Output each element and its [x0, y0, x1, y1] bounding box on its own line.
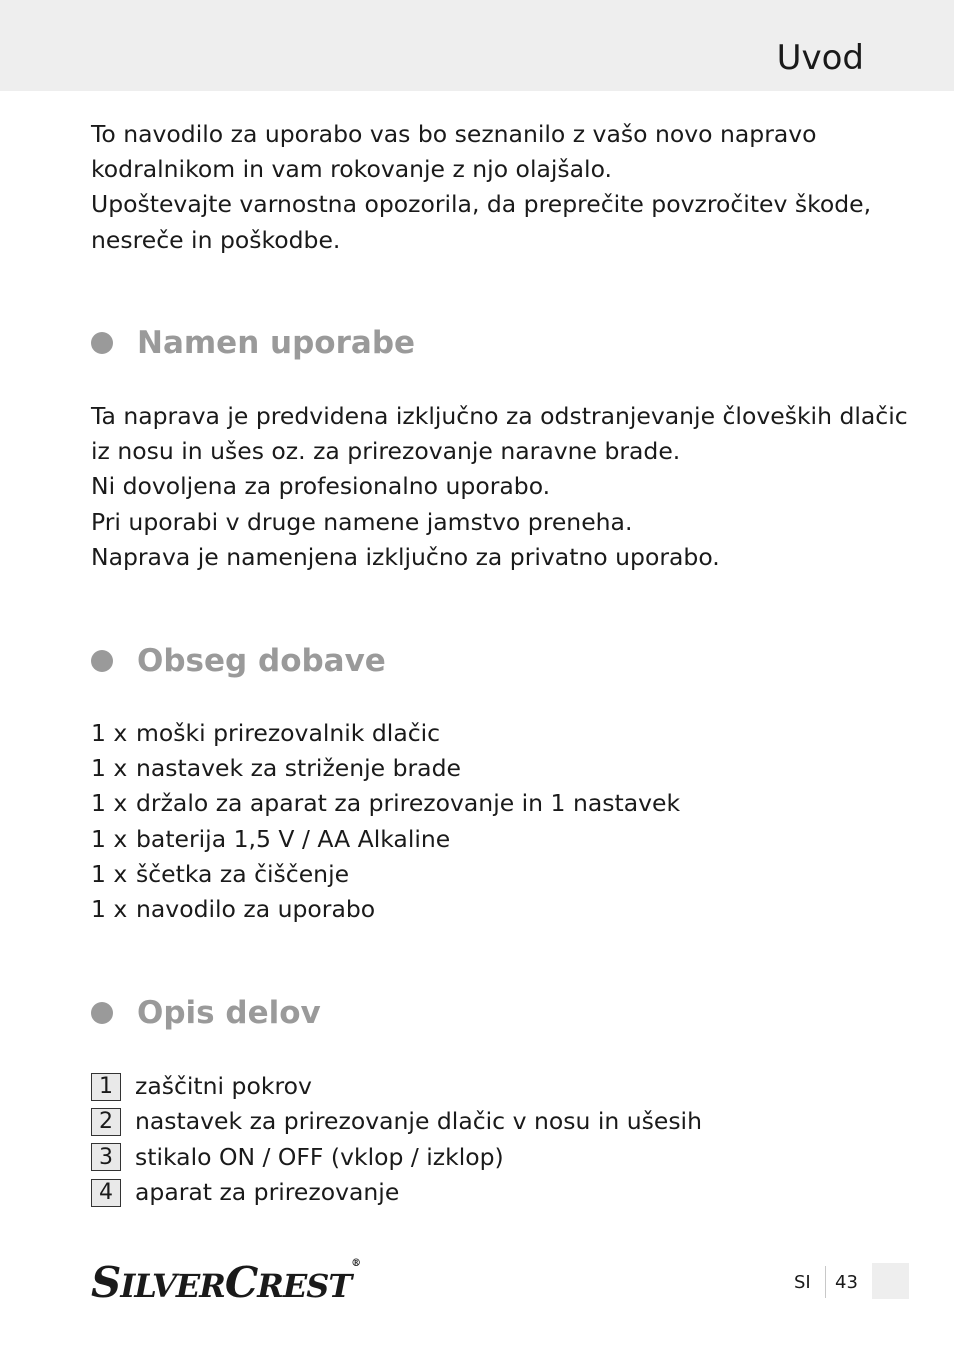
parts-list	[91, 1069, 702, 1211]
item-quantity: 1 x	[91, 789, 128, 818]
intro-line: To navodilo za uporabo vas bo seznanilo z vašo novo napravo	[91, 120, 817, 148]
purpose-line: Naprava je namenjena izključno za privatno uporabo.	[91, 542, 720, 571]
item-text: navodilo za uporabo	[136, 894, 376, 923]
list-item	[91, 751, 680, 786]
logo-letters: ILVER	[120, 1267, 225, 1305]
bullet-icon	[91, 1002, 113, 1024]
section-heading-purpose	[91, 323, 415, 363]
section-title: Opis delov	[137, 995, 321, 1031]
page-title: Uvod	[776, 38, 864, 78]
logo-letter: C	[224, 1258, 258, 1307]
part-number: 2	[91, 1108, 121, 1136]
purpose-paragraph	[91, 399, 908, 575]
section-title: Obseg dobave	[137, 643, 386, 679]
part-row	[91, 1175, 702, 1210]
purpose-line: iz nosu in ušes oz. za prirezovanje naravne brade.	[91, 437, 681, 466]
item-text: baterija 1,5 V / AA Alkaline	[136, 824, 451, 853]
item-quantity: 1 x	[91, 824, 128, 853]
part-number: 1	[91, 1073, 121, 1101]
page-number: 43	[835, 1272, 858, 1293]
purpose-line: Ni dovoljena za profesionalno uporabo.	[91, 472, 551, 501]
list-item	[91, 857, 680, 892]
intro-line: kodralnikom in vam rokovanje z njo olajšalo.	[91, 155, 613, 184]
item-text: držalo za aparat za prirezovanje in 1 nastavek	[136, 789, 681, 818]
part-row	[91, 1104, 702, 1139]
part-number: 4	[91, 1179, 121, 1207]
item-text: ščetka za čiščenje	[136, 859, 350, 888]
language-code: SI	[794, 1272, 811, 1293]
item-quantity: 1 x	[91, 754, 128, 783]
list-item	[91, 822, 680, 857]
item-quantity: 1 x	[91, 894, 128, 923]
part-text: nastavek za prirezovanje dlačic v nosu in ušesih	[135, 1107, 702, 1136]
item-text: nastavek za striženje brade	[136, 754, 461, 783]
part-number: 3	[91, 1143, 121, 1171]
section-heading-delivery	[91, 641, 386, 681]
footer-divider	[825, 1266, 826, 1298]
page-tab-marker	[872, 1263, 909, 1299]
list-item	[91, 892, 680, 927]
purpose-line: Pri uporabi v druge namene jamstvo preneha.	[91, 507, 633, 536]
intro-line: nesreče in poškodbe.	[91, 225, 341, 254]
bullet-icon	[91, 332, 113, 354]
logo-letters: REST	[257, 1267, 352, 1305]
brand-logo	[91, 1258, 360, 1306]
intro-line: Upoštevajte varnostna opozorila, da preprečite povzročitev škode,	[91, 190, 872, 219]
delivery-list	[91, 716, 680, 927]
section-title: Namen uporabe	[137, 325, 416, 361]
part-text: zaščitni pokrov	[135, 1072, 312, 1101]
list-item	[91, 786, 680, 821]
intro-paragraph	[91, 117, 881, 258]
part-row	[91, 1140, 702, 1175]
part-text: aparat za prirezovanje	[135, 1178, 400, 1207]
purpose-line: Ta naprava je predvidena izključno za odstranjevanje človeških dlačic	[91, 402, 908, 430]
registered-mark: ®	[351, 1258, 361, 1269]
item-quantity: 1 x	[91, 719, 128, 747]
item-quantity: 1 x	[91, 859, 128, 888]
logo-letter: S	[91, 1258, 121, 1307]
item-text: moški prirezovalnik dlačic	[136, 719, 441, 747]
list-item	[91, 716, 680, 751]
part-row	[91, 1069, 702, 1104]
bullet-icon	[91, 650, 113, 672]
part-text: stikalo ON / OFF (vklop / izklop)	[135, 1142, 504, 1171]
section-heading-parts	[91, 993, 321, 1033]
